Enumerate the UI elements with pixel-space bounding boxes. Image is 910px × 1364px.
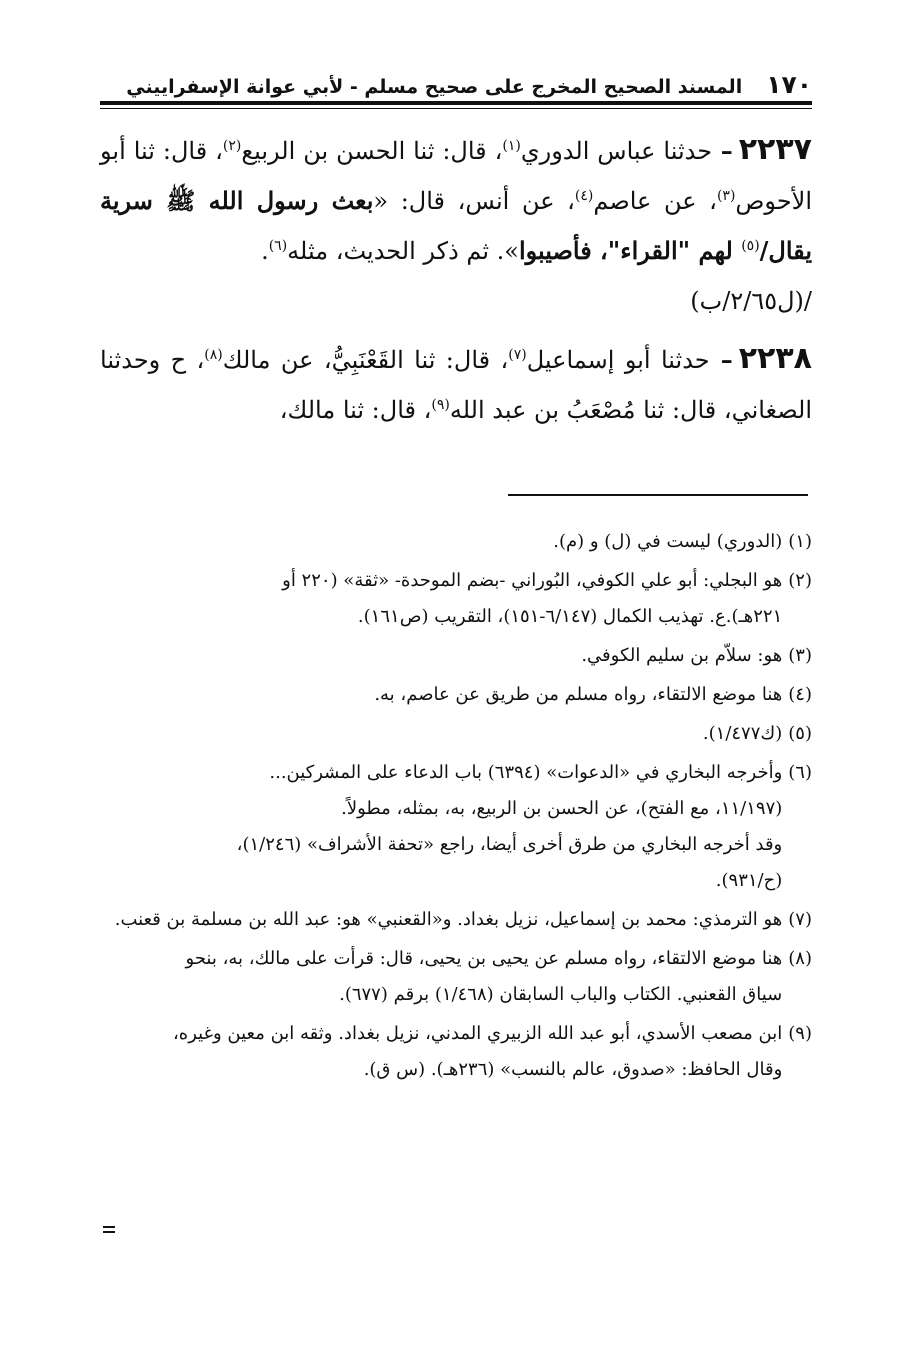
footnotes (100, 524, 812, 1091)
footnote (100, 1016, 812, 1088)
footnote-line: وقال الحافظ: «صدوق، عالم بالنسب» (٢٣٦هـ). (س ق). (363, 1059, 783, 1080)
footnote-separator (508, 494, 808, 496)
footnote-line: هو: سلاّم بن سليم الكوفي. (581, 645, 783, 666)
footnote-line: وقد أخرجه البخاري من طرق أخرى أيضا، راجع «تحفة الأشراف» (١/٢٤٦)، (236, 834, 783, 855)
footnote (100, 755, 812, 899)
footnote-ref: (٨) (204, 347, 223, 363)
footnote (100, 716, 812, 752)
footnote-text (100, 755, 782, 899)
footnote-ref: (٤) (574, 188, 594, 204)
footnote-line: (١١/١٩٧، مع الفتح)، عن الحسن بن الربيع، به، بمثله، مطولاً. (341, 798, 783, 819)
header-rule-thin (100, 108, 812, 109)
footnote (100, 563, 812, 635)
footnote-number: (٣) (788, 645, 812, 666)
footnote-line: (الدوري) ليست في (ل) و (م). (553, 531, 783, 552)
text-segment: ، عن عاصم (593, 187, 717, 215)
hadith-2237: ٢٢٣٧– حدثنا عباس الدوري$^{(١)}$، قال: ثنا الحسن بن الربيع$^{(٢)}$، قال: ثنا أبو الأحوص$^{(٣)}$، عن عاصم$^{(٤)}$، عن أنس، قال: «بعث رسول الله ﷺ سرية يقال/$^{(٥)}$ لهم "القراء"، فأصيبوا». ثم ذكر الحديث، مثله$^{(٦)}$. /(ل٢/٦٥/ب) (100, 125, 812, 326)
text-segment: ، قال: ثنا الحسن بن الربيع (241, 137, 503, 165)
text-segment: ، عن أنس، قال: « (373, 187, 575, 215)
end-mark (103, 1226, 115, 1236)
footnote-text (100, 638, 782, 674)
footnote-text (100, 902, 782, 938)
footnote-number: (١) (788, 531, 812, 552)
footnote-number: (٨) (788, 948, 812, 969)
footnote-text (100, 524, 782, 560)
footnote-number: (٩) (788, 1023, 812, 1044)
footnote-text (100, 563, 782, 635)
text-segment: ، قال: ثنا مالك، (279, 396, 432, 424)
manuscript-folio-marker: /(ل٢/٦٥/ب) (690, 287, 812, 315)
footnote (100, 902, 812, 938)
footnote-ref: (٢) (222, 138, 242, 154)
footnote-ref: (٣) (716, 188, 736, 204)
running-title: المسند الصحيح المخرج على صحيح مسلم - لأبي عوانة الإسفراييني (126, 76, 743, 98)
footnote-line: (ك١/٤٧٧). (702, 723, 783, 744)
footnote-line: ابن مصعب الأسدي، أبو عبد الله الزبيري المدني، نزيل بغداد. وثقه ابن معين وغيره، (172, 1023, 783, 1044)
footnote-number: (٦) (788, 762, 812, 783)
text-segment: حدثنا عباس الدوري (520, 137, 713, 165)
page-number: ١٧٠ (766, 70, 812, 99)
hadith-number: ٢٢٣٨ (738, 341, 812, 376)
footnote-line: هو الترمذي: محمد بن إسماعيل، نزيل بغداد. و«القعنبي» هو: عبد الله بن مسلمة بن قعنب. (114, 909, 783, 930)
bold-segment: بعث رسول الله ﷺ سرية يقال/ (100, 186, 812, 265)
footnote-ref: (٦) (268, 238, 288, 254)
text-segment: ، قال: ثنا القَعْنَبِيُّ، عن مالك (222, 346, 509, 374)
hadith-2238: ٢٢٣٨– حدثنا أبو إسماعيل$^{(٧)}$، قال: ثنا القَعْنَبِيُّ، عن مالك$^{(٨)}$، ح وحدثنا الصغاني، قال: ثنا مُصْعَبُ بن عبد الله$^{(٩)}$، قال: ثنا مالك، (100, 341, 812, 424)
footnote-number: (٥) (788, 723, 812, 744)
text-segment: ». ثم ذكر الحديث، مثله (287, 237, 519, 265)
footnote-line: هنا موضع الالتقاء، رواه مسلم عن يحيى بن يحيى، قال: قرأت على مالك، به، بنحو (185, 948, 783, 969)
header-rule-thick (100, 101, 812, 105)
footnote-text (100, 716, 782, 752)
footnote-text (100, 941, 782, 1013)
footnote-line: وأخرجه البخاري في «الدعوات» (٦٣٩٤) باب الدعاء على المشركين... (269, 762, 783, 783)
text-segment: ، قال: ثنا أبو الأحوص (100, 137, 813, 215)
footnote-ref: (٩) (431, 397, 450, 413)
footnote-line: ٢٢١هـ).ع. تهذيب الكمال (٦/١٤٧-١٥١)، التقريب (ص١٦١). (357, 606, 783, 627)
footnote-number: (٤) (788, 684, 812, 705)
footnote-line: هنا موضع الالتقاء، رواه مسلم من طريق عن عاصم، به. (374, 684, 783, 705)
running-header (100, 70, 812, 99)
bold-segment: لهم "القراء"، فأصيبوا (518, 236, 742, 265)
hadith-number: ٢٢٣٧ (738, 132, 812, 167)
text-segment: . (261, 237, 269, 265)
footnote-number: (٢) (788, 570, 812, 591)
footnote (100, 941, 812, 1013)
footnote-ref: (٥) (741, 238, 760, 254)
footnote-ref: (١) (502, 138, 521, 154)
main-text (100, 125, 812, 443)
footnote-number: (٧) (788, 909, 812, 930)
footnote (100, 524, 812, 560)
footnote-text (100, 677, 782, 713)
footnote-line: سياق القعنبي. الكتاب والباب السابقان (١/٤٦٨) برقم (٦٧٧). (339, 984, 783, 1005)
footnote (100, 638, 812, 674)
text-segment: حدثنا أبو إسماعيل (526, 346, 710, 374)
footnote (100, 677, 812, 713)
text-segment: ، ح وحدثنا الصغاني، قال: ثنا مُصْعَبُ بن عبد الله (100, 346, 812, 424)
footnote-line: هو البجلي: أبو علي الكوفي، البُوراني -بضم الموحدة- «ثقة» (٢٢٠ أو (282, 570, 783, 591)
footnote-line: (ح/٩٣١). (715, 870, 783, 891)
footnote-text (100, 1016, 782, 1088)
footnote-ref: (٧) (508, 347, 527, 363)
